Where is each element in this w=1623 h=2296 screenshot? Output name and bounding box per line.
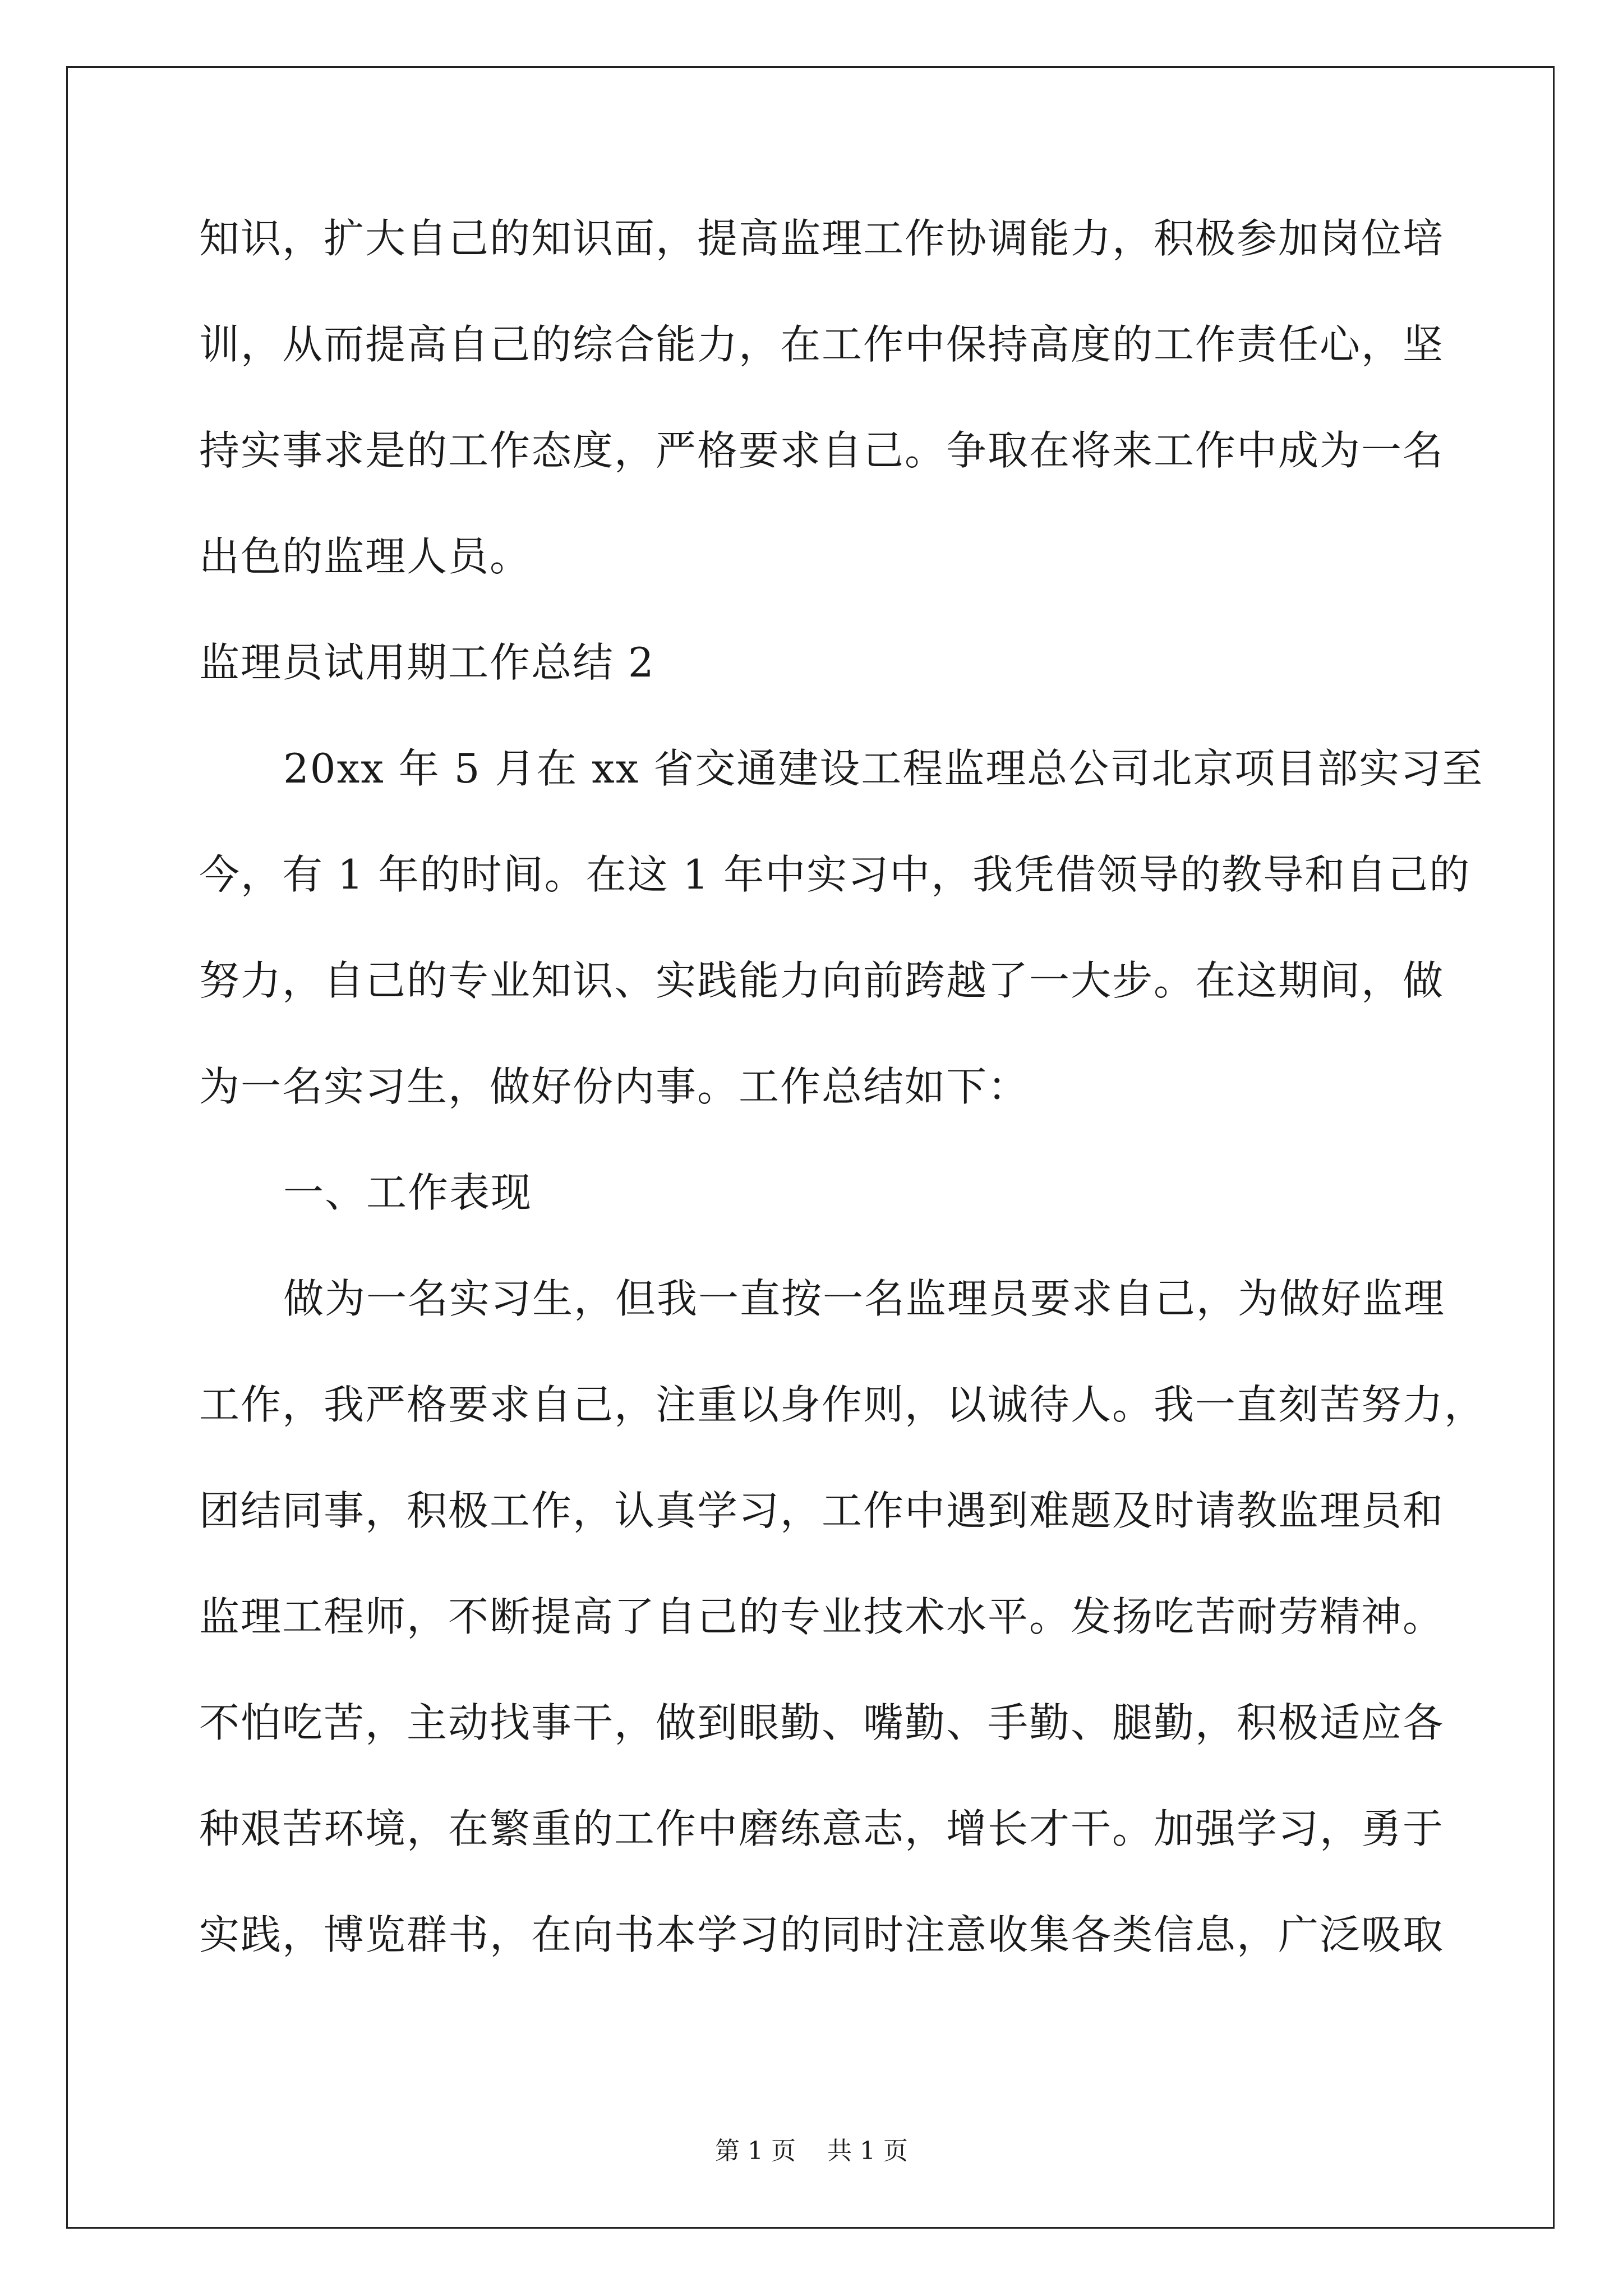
section-title: 监理员试用期工作总结 2	[199, 639, 655, 686]
body-line: 工作，我严格要求自己，注重以身作则，以诚待人。我一直刻苦努力，	[199, 1381, 1486, 1428]
body-line: 种艰苦环境，在繁重的工作中磨练意志，增长才干。加强学习，勇于	[199, 1805, 1445, 1852]
body-line: 实践，博览群书，在向书本学习的同时注意收集各类信息，广泛吸取	[199, 1911, 1445, 1958]
body-line: 做为一名实习生，但我一直按一名监理员要求自己，为做好监理	[283, 1275, 1446, 1322]
body-line: 训，从而提高自己的综合能力，在工作中保持高度的工作责任心，坚	[199, 321, 1445, 368]
body-line: 出色的监理人员。	[199, 533, 532, 580]
body-line: 监理工程师，不断提高了自己的专业技术水平。发扬吃苦耐劳精神。	[199, 1593, 1445, 1640]
body-line: 努力，自己的专业知识、实践能力向前跨越了一大步。在这期间，做	[199, 957, 1445, 1004]
body-line: 知识，扩大自己的知识面，提高监理工作协调能力，积极参加岗位培	[199, 215, 1445, 262]
body-line: 持实事求是的工作态度，严格要求自己。争取在将来工作中成为一名	[199, 427, 1445, 474]
body-line: 团结同事，积极工作，认真学习，工作中遇到难题及时请教监理员和	[199, 1487, 1445, 1534]
body-line: 今，有 1 年的时间。在这 1 年中实习中，我凭借领导的教导和自己的	[199, 851, 1471, 898]
body-line: 为一名实习生，做好份内事。工作总结如下：	[199, 1063, 1030, 1110]
body-line: 20xx 年 5 月在 xx 省交通建设工程监理总公司北京项目部实习至	[283, 745, 1484, 792]
body-line: 不怕吃苦，主动找事干，做到眼勤、嘴勤、手勤、腿勤，积极适应各	[199, 1699, 1445, 1746]
page-number-footer: 第 1 页 共 1 页	[715, 2137, 908, 2165]
document-body	[199, 215, 1486, 2018]
subsection-heading: 一、工作表现	[283, 1169, 533, 1216]
